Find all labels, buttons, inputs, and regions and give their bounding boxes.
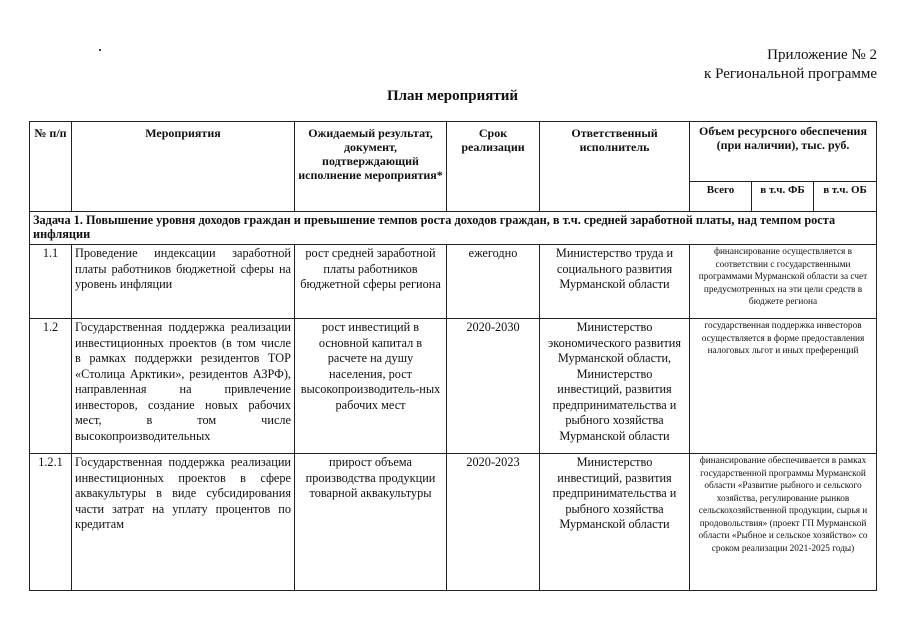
row-num: 1.2.1 [30,454,72,591]
row-num: 1.1 [30,245,72,319]
table-row [30,319,877,454]
col-header-total: Всего [690,182,752,212]
scan-speck [99,49,101,51]
row-funding: финансирование обеспечивается в рамках государственной программы Мурманской области «Развитие рыбного и сельского хозяйства, регулирование рынков сельскохозяйственной продукции, сырья и продовольствия» (проект ГП Мурманской области «Рыбное и сельское хозяйство» со сроком реализации 2021-2025 годы) [690,454,877,591]
col-header-term: Срок реализации [447,122,540,212]
row-event: Государственная поддержка реализации инвестиционных проектов в сфере аквакультуры в виде субсидирования части затрат на уплату процентов по кредитам [72,454,295,591]
col-header-event: Мероприятия [72,122,295,212]
table-row [30,454,877,591]
plan-table [29,121,877,591]
row-executor: Министерство инвестиций, развития предпринимательства и рыбного хозяйства Мурманской области [540,454,690,591]
col-header-resources: Объем ресурсного обеспечения (при наличии), тыс. руб. [690,122,877,182]
page-title: План мероприятий [386,88,519,104]
appendix-line-2: к Региональной программе [704,66,877,82]
row-result: прирост объема производства продукции товарной аквакультуры [295,454,447,591]
row-term: ежегодно [447,245,540,319]
row-term: 2020-2030 [447,319,540,454]
row-executor: Министерство труда и социального развития Мурманской области [540,245,690,319]
row-funding: финансирование осуществляется в соответствии с государственными программами Мурманской области за счет предусмотренных на эти цели средств в бюджете региона [690,245,877,319]
row-result: рост инвестиций в основной капитал в расчете на душу населения, рост высокопроизводитель-ных рабочих мест [295,319,447,454]
appendix-line-1: Приложение № 2 [767,47,877,63]
row-result: рост средней заработной платы работников бюджетной сферы региона [295,245,447,319]
table-row [30,245,877,319]
row-term: 2020-2023 [447,454,540,591]
row-executor: Министерство экономического развития Мурманской области, Министерство инвестиций, развития предпринимательства и рыбного хозяйства Мурманской области [540,319,690,454]
col-header-executor: Ответственный исполнитель [540,122,690,212]
col-header-result: Ожидаемый результат, документ, подтверждающий исполнение мероприятия* [295,122,447,212]
col-header-fb: в т.ч. ФБ [752,182,814,212]
task-row: Задача 1. Повышение уровня доходов граждан и превышение темпов роста доходов граждан, в т.ч. средней заработной платы, над темпом роста инфляции [30,212,877,245]
row-num: 1.2 [30,319,72,454]
col-header-num: № п/п [30,122,72,212]
appendix-header [704,46,877,84]
row-funding: государственная поддержка инвесторов осуществляется в форме предоставления налоговых льгот и иных преференций [690,319,877,454]
col-header-ob: в т.ч. ОБ [814,182,877,212]
row-event: Проведение индексации заработной платы работников бюджетной сферы на уровень инфляции [72,245,295,319]
row-event: Государственная поддержка реализации инвестиционных проектов (в том числе в рамках поддержки резидентов ТОР «Столица Арктики», резидентов АЗРФ), направленная на привлечение инвесторов, создание новых рабочих мест, в том числе высокопроизводительных [72,319,295,454]
